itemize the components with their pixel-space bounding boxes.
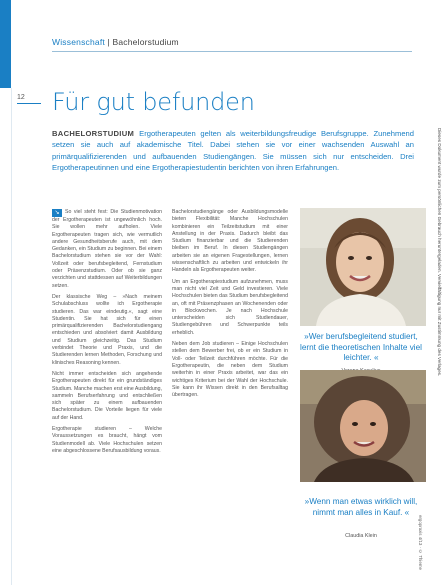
body-paragraph: Bachelorstudiengänge oder Ausbildungsmodelle bieten Flexibilität: Manche Hochschulen kombinieren ein Teilzeitstudium mit einer Anstellung in der Praxis. Dadurch bleibt das Studium finanzierbar und die Studierenden bleiben im Beruf. In diesen Studiengängen arbeiten sie an eigenen Fragestellungen, lernen wissenschaftlich zu arbeiten und entwickeln ihr Handeln als Ergotherapeuten weiter. (172, 209, 288, 274)
portrait-illustration (300, 370, 426, 482)
section-separator: | (107, 37, 110, 47)
portrait-illustration (300, 208, 426, 326)
page-number-rule (17, 103, 41, 104)
page-number: 12 (17, 94, 25, 101)
body-column-1 (52, 209, 162, 459)
lead-text: Ergotherapeuten gelten als weiterbildungsfreudige Berufsgruppe. Zunehmend setzen sie auch auf akademische Titel. Dabei stehen sie vor einer wachsenden Auswahl an primärqualifizierenden und aufbauenden Studiengängen. Sie müssen sich nur entscheiden. Drei Ergotherapeutinnen und eine Ergotherapiestudentin berichten von ihren Erfahrungen. (52, 129, 414, 173)
pull-quote: »Wer berufsbegleitend studiert, lernt die theoretischen Inhalte viel leichter. « (300, 332, 422, 362)
body-paragraph: Ergotherapie studieren – Welche Voraussetzungen es braucht, hängt vom Studienmodell ab. Viele Hochschulen setzen eine abgeschlossene Berufsausbildung voraus. (52, 426, 162, 454)
body-paragraph: Neben dem Job studieren – Einige Hochschulen stellen dem Bewerber frei, ob er ein Studium in Voll- oder Teilzeit durchführen möchte. Für die Ergotherapeutin, die neben dem Studium weiterhin in einer Praxis arbeitet, war das ein wichtiges Kriterium bei der Wahl der Hochschule. Sie kann ihr Wissen direkt in den Berufsalltag übertragen. (172, 341, 288, 399)
running-head (52, 37, 179, 47)
body-paragraph: Der klassische Weg – »Nach meinem Schulabschluss wollte ich Ergotherapie studieren. Das war eindeutig.«, sagt eine Studentin. Sie hat sich für einen primärqualifizierenden Bachelorstudiengang entschieden und absolviert damit Ausbildung und Studium gleichzeitig. Das Studium verbindet Theorie und Praxis, und die Studierenden lernen Methoden, Forschung und klinisches Reasoning kennen. (52, 293, 162, 366)
article-kicker: BACHELORSTUDIUM (52, 129, 135, 138)
portrait-photo-young-woman (300, 208, 426, 326)
body-paragraph: Um an Ergotherapiestudium aufzunehmen, muss man nicht viel Zeit und Geld investieren. Viele Hochschulen bieten das Studium berufsbegleitend an, oft mit Präsenzphasen an Wochenenden oder in Blockwochen. Je nach Hochschule unterscheiden sich Studiendauer, Studiengebühren und Schwerpunkte teils erheblich. (172, 278, 288, 336)
section-label: Wissenschaft (52, 37, 105, 47)
pull-quote: »Wenn man etwas wirklich will, nimmt man alles in Kauf. « (304, 497, 418, 517)
arrow-icon: ↘ (52, 209, 62, 217)
article-title: Für gut befunden (52, 88, 255, 116)
subsection-label: Bachelorstudium (112, 37, 179, 47)
issue-footer: ergopraxis 4/13 · © Thieme (418, 515, 423, 570)
quote-attribution: Claudia Klein (345, 533, 377, 539)
copyright-notice: Dieses Dokument wurde zum persönlichen Gebrauch heruntergeladen. Vervielfältigung nur mit Zustimmung des Verlages. (437, 128, 442, 377)
accent-bar (0, 0, 11, 88)
article-lead (52, 128, 414, 174)
margin-rule (11, 88, 12, 585)
body-paragraph-text: So viel steht fest: Die Studienmotivation der Ergotherapeuten ist ungewöhnlich hoch. Sie wollen mehr aufholen. Viele Ergotherapeuten tragen sich, wie vermutlich andere Gesundheitsberufe auch, mit dem Gedanken, ein Studium zu beginnen. Bei einem Bachelorstudium stehen sie vor der Wahl: Vollzeit oder berufsbegleitend, Fernstudium oder Präsenzstudium. Oder ob sie ganz verzichten und stattdessen auf Weiterbildungen setzen. (52, 209, 162, 289)
body-paragraph: Nicht immer entscheiden sich angehende Ergotherapeuten direkt für ein grundständiges Studium. Manche machen erst eine Ausbildung, sammeln Berufserfahrung und entschließen sich später zu einem aufbauenden Bachelorstudium. Die Vorteile liegen für viele auf der Hand. (52, 370, 162, 421)
portrait-photo-curly-woman (300, 370, 426, 482)
body-column-2 (172, 209, 288, 403)
header-rule (52, 51, 412, 52)
body-paragraph (52, 209, 162, 290)
